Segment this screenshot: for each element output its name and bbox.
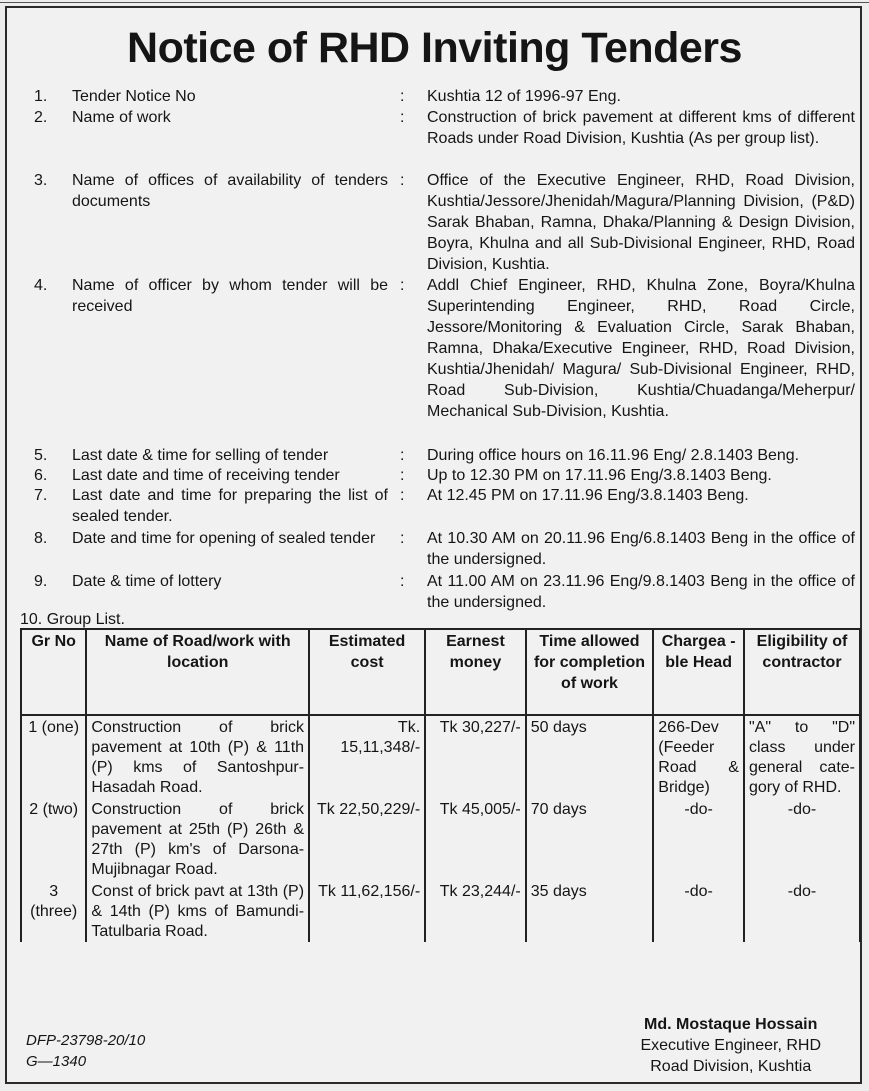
item-4 <box>0 275 869 443</box>
item-label: Last date and time for preparing the list of sealed tender. <box>72 487 388 525</box>
item-label: Name of offices of availability of tenders documents <box>72 172 388 210</box>
item-value: Up to 12.30 PM on 17.11.96 Eng/3.8.1403 Beng. <box>427 467 772 484</box>
cell-earnest: Tk 23,244/- <box>425 880 526 942</box>
item-value: At 11.00 AM on 23.11.96 Eng/9.8.1403 Beng in the office of the undersigned. <box>427 573 855 611</box>
item-value: Kushtia 12 of 1996-97 Eng. <box>427 88 621 105</box>
header-road-name: Name of Road/work with location <box>86 629 309 715</box>
item-value: Construction of brick pavement at different kms of different Roads under Road Division, Kushtia (As per group list). <box>427 109 855 147</box>
cell-time: 70 days <box>526 798 654 880</box>
signature-block <box>640 1014 821 1077</box>
item-colon: : <box>400 277 405 294</box>
item-colon: : <box>400 530 405 547</box>
item-colon: : <box>400 109 405 126</box>
cell-eligibility: -do- <box>744 880 860 942</box>
item-value: At 12.45 PM on 17.11.96 Eng/3.8.1403 Beng. <box>427 487 749 504</box>
header-earnest-money: Earnest money <box>425 629 526 715</box>
item-1 <box>0 86 869 107</box>
cell-cost: Tk. 15,11,348/- <box>309 715 425 798</box>
item-value: Office of the Executive Engineer, RHD, Road Division, Kushtia/Jessore/Jhenidah/Magura/Planning Division, (P&D) Sarak Bhaban, Ramna, Dhaka/Planning & Design Division, Boyra, Khulna and all Sub-Divisional Engineer, RHD, Road Division, Kushtia. <box>427 172 855 273</box>
cell-eligibility: "A" to "D" class under general cate-gory of RHD. <box>744 715 860 798</box>
item-3 <box>0 170 869 275</box>
cell-earnest: Tk 30,227/- <box>425 715 526 798</box>
notice-title: Notice of RHD Inviting Tenders <box>127 24 742 72</box>
item-label: Date & time of lottery <box>72 573 222 590</box>
item-label: Date and time for opening of sealed tender <box>72 530 376 547</box>
item-colon: : <box>400 447 405 464</box>
reference-code <box>26 1030 145 1072</box>
cell-name: Construction of brick pavement at 10th (P) & 11th (P) kms of Santoshpur-Hasadah Road. <box>86 715 309 798</box>
signatory-designation: Executive Engineer, RHD <box>640 1037 821 1054</box>
item-number: 1. <box>34 88 48 105</box>
cell-gr: 1 (one) <box>21 715 86 798</box>
header-time-allowed: Time allowed for completion of work <box>526 629 654 715</box>
item-number: 6. <box>34 467 48 484</box>
item-label: Name of work <box>72 109 171 126</box>
item-value: At 10.30 AM on 20.11.96 Eng/6.8.1403 Beng in the office of the undersigned. <box>427 530 855 568</box>
item-number: 7. <box>34 487 48 504</box>
item-8 <box>0 528 869 570</box>
item-label: Last date & time for selling of tender <box>72 447 329 464</box>
cell-earnest: Tk 45,005/- <box>425 798 526 880</box>
header-gr-no: Gr No <box>21 629 86 715</box>
item-number: 4. <box>34 277 48 294</box>
signatory-office: Road Division, Kushtia <box>650 1058 812 1075</box>
cell-name: Const of brick pavt at 13th (P) & 14th (P) kms of Bamundi-Tatulbaria Road. <box>86 880 309 942</box>
table-row <box>21 715 860 798</box>
cell-cost: Tk 22,50,229/- <box>309 798 425 880</box>
cell-gr: 2 (two) <box>21 798 86 880</box>
header-eligibility: Eligibility of contractor <box>744 629 860 715</box>
item-colon: : <box>400 487 405 504</box>
header-estimated-cost: Estimated cost <box>309 629 425 715</box>
cell-name: Construction of brick pavement at 25th (P) 26th & 27th (P) km's of Darsona-Mujibnagar Road. <box>86 798 309 880</box>
item-number: 2. <box>34 109 48 126</box>
item-colon: : <box>400 88 405 105</box>
item-colon: : <box>400 467 405 484</box>
header-chargeable-head: Chargea -ble Head <box>653 629 744 715</box>
item-number: 5. <box>34 447 48 464</box>
item-label: Last date and time of receiving tender <box>72 467 340 484</box>
item-label: Name of officer by whom tender will be received <box>72 277 388 315</box>
signatory-name: Md. Mostaque Hossain <box>644 1016 818 1033</box>
table-row <box>21 798 860 880</box>
reference-line-1: DFP-23798-20/10 <box>26 1032 146 1049</box>
cell-time: 50 days <box>526 715 654 798</box>
item-colon: : <box>400 573 405 590</box>
item-5 <box>0 445 869 466</box>
cell-time: 35 days <box>526 880 654 942</box>
item-number: 8. <box>34 530 48 547</box>
item-number: 9. <box>34 573 48 590</box>
cell-cost: Tk 11,62,156/- <box>309 880 425 942</box>
cell-head: 266-Dev (Feeder Road & Bridge) <box>653 715 744 798</box>
reference-line-2: G—1340 <box>26 1053 87 1070</box>
table-header-row <box>21 629 860 715</box>
item-2 <box>0 107 869 170</box>
cell-head: -do- <box>653 880 744 942</box>
group-list-label: 10. Group List. <box>20 611 125 628</box>
item-number: 3. <box>34 172 48 189</box>
group-table <box>20 628 861 942</box>
item-6 <box>0 465 869 486</box>
cell-eligibility: -do- <box>744 798 860 880</box>
item-colon: : <box>400 172 405 189</box>
item-7 <box>0 485 869 527</box>
cell-head: -do- <box>653 798 744 880</box>
table-row <box>21 880 860 942</box>
item-value: During office hours on 16.11.96 Eng/ 2.8.1403 Beng. <box>427 447 800 464</box>
item-label: Tender Notice No <box>72 88 196 105</box>
page-top-rule <box>0 2 869 3</box>
item-value: Addl Chief Engineer, RHD, Khulna Zone, Boyra/Khulna Superintending Engineer, RHD, Road Circle, Jessore/Monitoring & Evaluation Circle, Sarak Bhaban, Ramna, Dhaka/Executive Engineer, RHD, Road Division, Kushtia/Jhenidah/ Magura/ Sub-Divisional Engineer, RHD, Road Sub-Division, Kushtia/Chuadanga/Meherpur/ Mechanical Sub-Division, Kushtia. <box>427 277 855 420</box>
cell-gr: 3 (three) <box>21 880 86 942</box>
item-9 <box>0 571 869 613</box>
